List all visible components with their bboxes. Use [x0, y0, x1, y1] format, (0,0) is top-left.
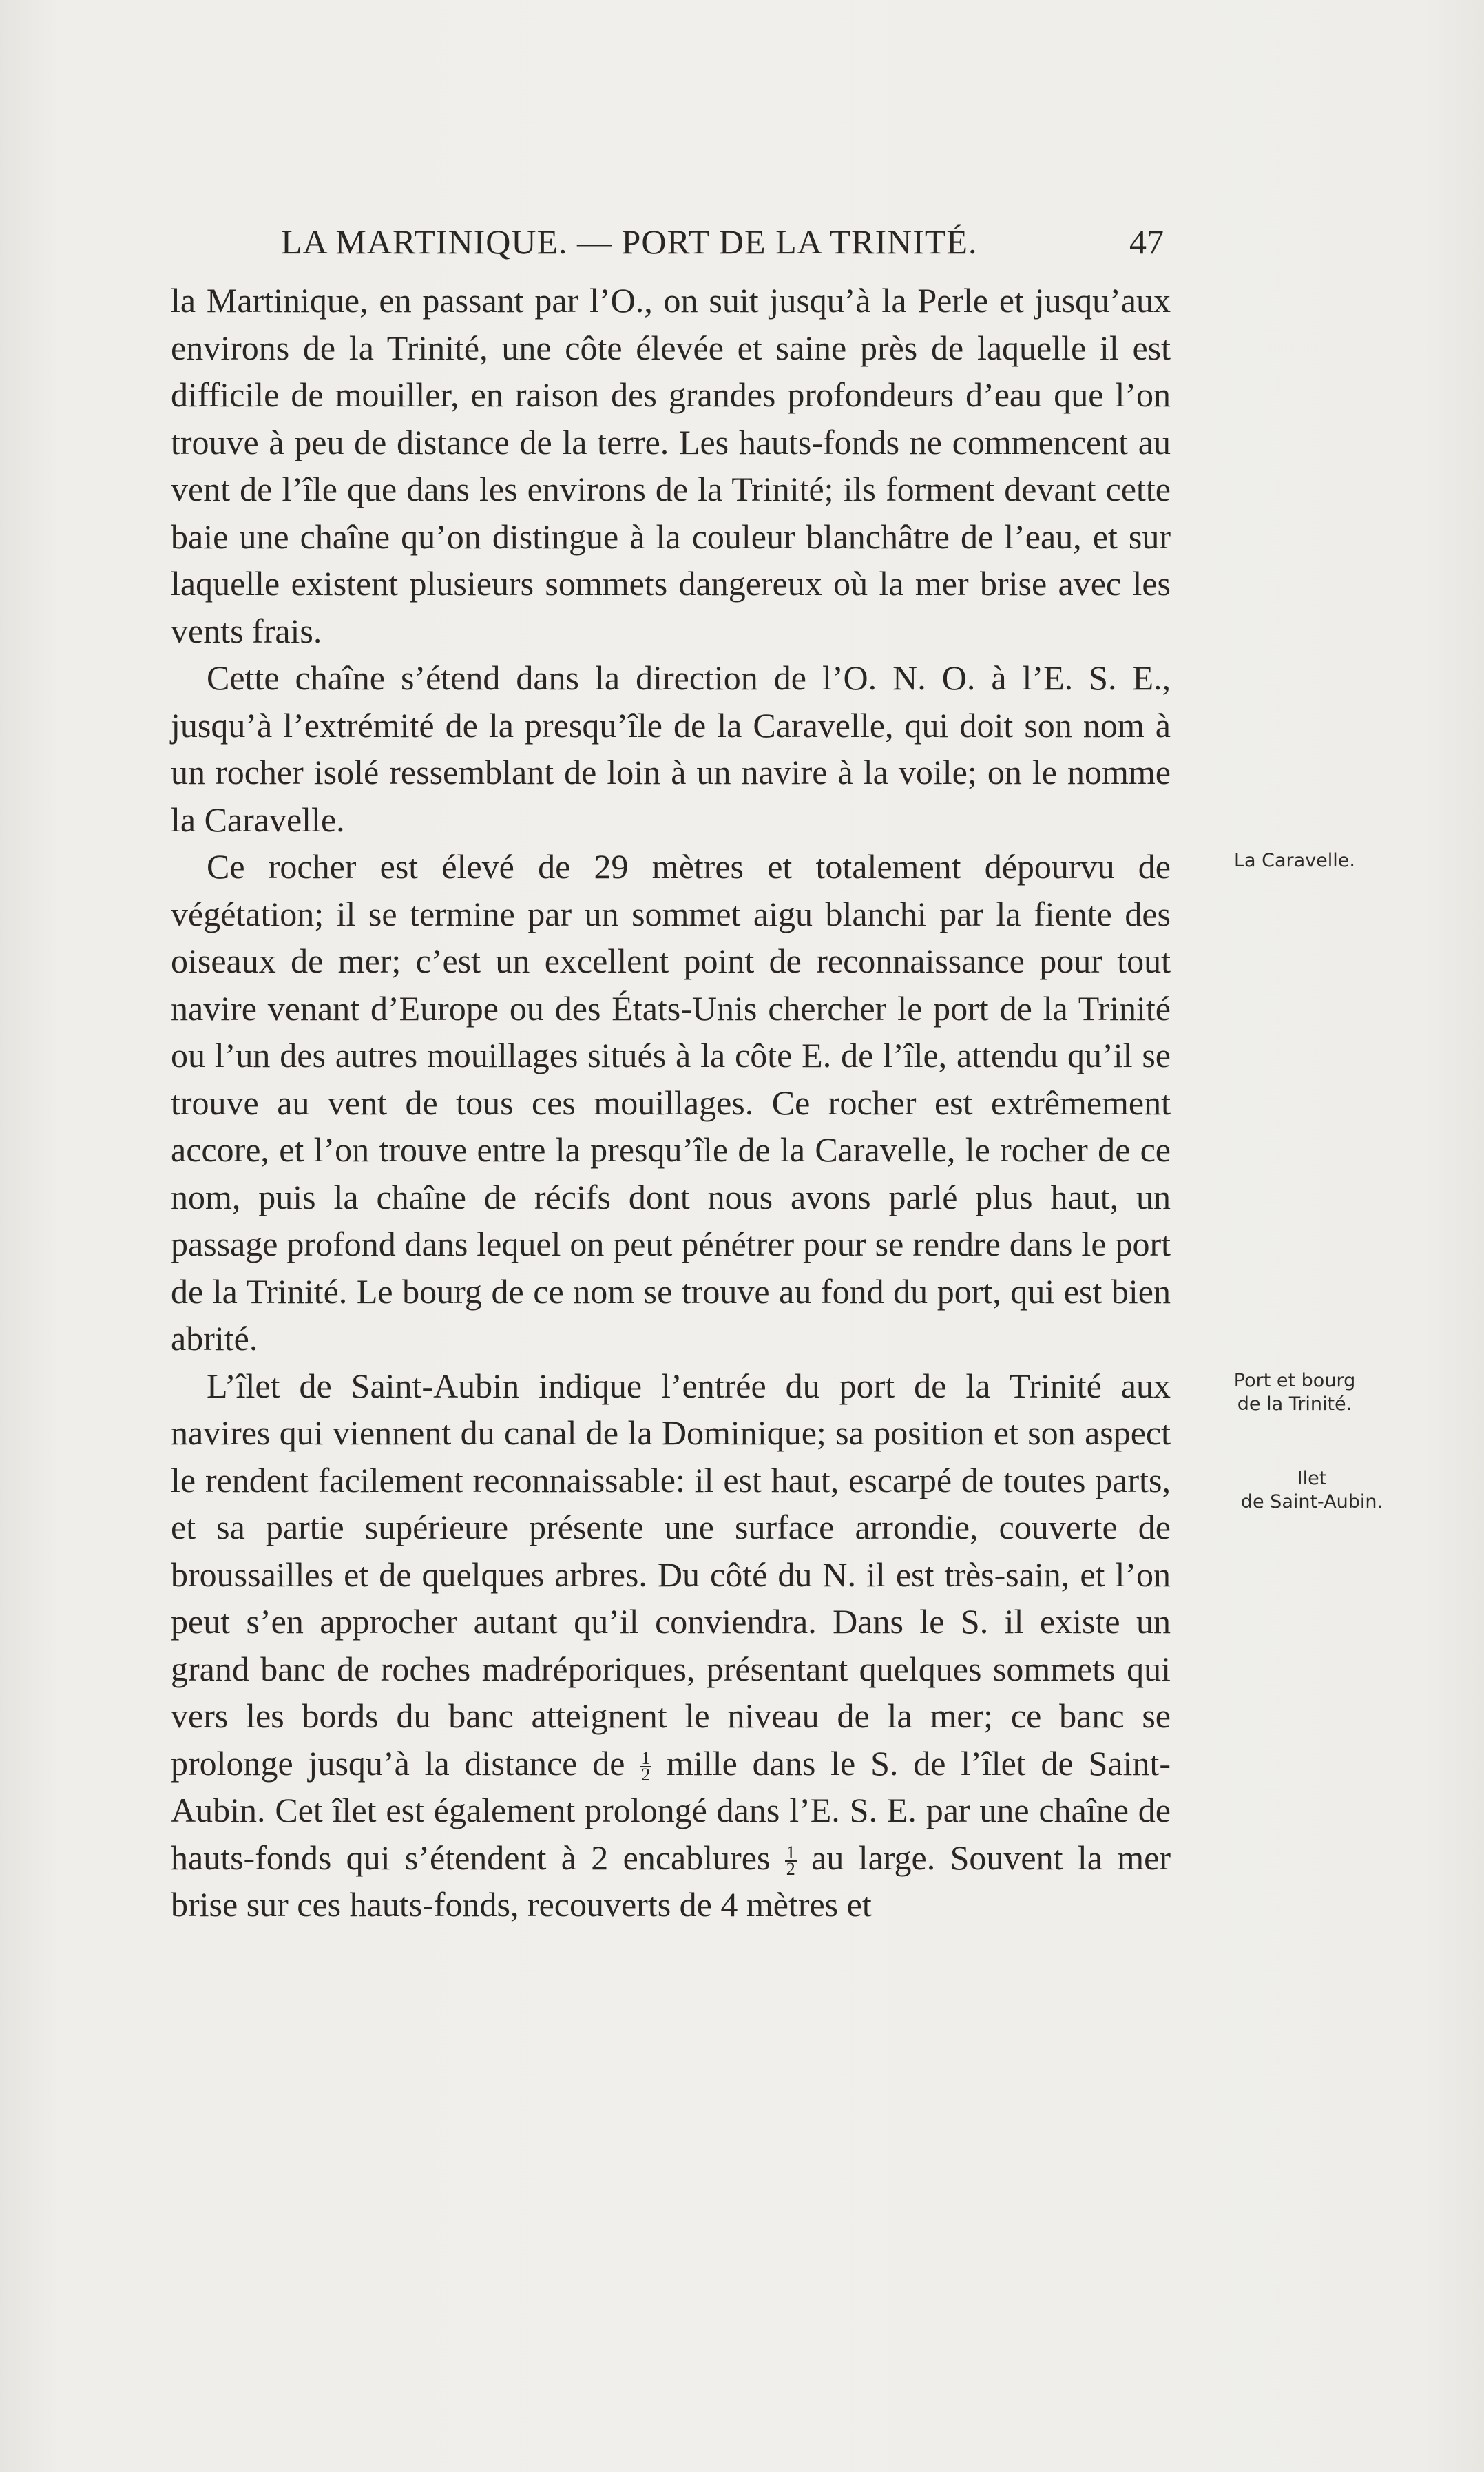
paragraph-2: Cette chaîne s’étend dans la direction de l’O. N. O. à l’E. S. E., jusqu’à l’extrémité de la presqu’île de la Caravelle, qui doit son nom à un rocher isolé ressemblant de loin à un navire à la voile; on le nomme la Caravelle. [171, 658, 1171, 839]
paragraph-4-part-1: L’îlet de Saint-Aubin indique l’entrée du port de la Trinité aux navires qui viennent du canal de la Dominique; sa position et son aspect le rendent facilement reconnaissable: il est haut, escarpé de toutes parts, et sa partie supérieure présente une surface arrondie, couverte de broussailles et de quelques arbres. Du côté du N. il est très-sain, et l’on peut s’en approcher autant qu’il conviendra. Dans le S. il existe un grand banc de roches madréporiques, présentant quelques sommets qui vers les bords du banc atteignent le niveau de la mer; ce banc se prolonge jusqu’à la distance de [171, 1366, 1171, 1783]
fraction-denominator: 2 [641, 1765, 651, 1785]
paragraph-4-part-2: mille dans le S. de l’îlet de Saint-Aubin. Cet îlet est également prolongé dans l’E. S. E. par une chaîne de hauts-fonds qui s’étendent à 2 encablures [171, 1743, 1171, 1877]
fraction-numerator-2: 1 [786, 1842, 795, 1863]
margin-note-caravelle: La Caravelle. [1233, 850, 1355, 871]
paragraph-4-part-3: au large. Souvent la mer brise sur ces hauts-fonds, recouverts de 4 mètres et [171, 1838, 1171, 1924]
margin-note-port-line-2: de la Trinité. [1237, 1393, 1352, 1415]
page-number: 47 [1129, 222, 1164, 261]
paragraph-4 [171, 1362, 1171, 1929]
fraction-numerator: 1 [641, 1748, 651, 1769]
paragraph-1: la Martinique, en passant par l’O., on suit jusqu’à la Perle et jusqu’aux environs de la Trinité, une côte élevée et saine près de laquelle il est difficile de mouiller, en raison des grandes profondeurs d’eau que l’on trouve à peu de distance de la terre. Les hauts-fonds ne commencent au vent de l’île que dans les environs de la Trinité; ils forment devant cette baie une chaîne qu’on distingue à la couleur blanchâtre de l’eau, et sur laquelle existent plusieurs sommets dangereux où la mer brise avec les vents frais. [171, 281, 1171, 650]
margin-note-ilet-line-1: Ilet [1297, 1468, 1327, 1489]
fraction-half-2 [785, 1842, 797, 1880]
margin-note-ilet-line-2: de Saint-Aubin. [1240, 1491, 1383, 1513]
paragraph-3: Ce rocher est élevé de 29 mètres et totalement dépourvu de végétation; il se termine par un sommet aigu blanchi par la fiente des oiseaux de mer; c’est un excellent point de reconnaissance pour tout navire venant d’Europe ou des États-Unis chercher le port de la Trinité ou l’un des autres mouillages situés à la côte E. de l’île, attendu qu’il se trouve au vent de tous ces mouillages. Ce rocher est extrêmement accore, et l’on trouve entre la presqu’île de la Caravelle, le rocher de ce nom, puis la chaîne de récifs dont nous avons parlé plus haut, un passage profond dans lequel on peut pénétrer pour se rendre dans le port de la Trinité. Le bourg de ce nom se trouve au fond du port, qui est bien abrité. [171, 847, 1171, 1358]
margin-note-ilet-saint-aubin [1229, 1467, 1394, 1514]
fraction-half [640, 1748, 651, 1785]
margin-note-port-trinite [1215, 1369, 1374, 1416]
margin-note-port-line-1: Port et bourg [1233, 1370, 1356, 1391]
page-header [171, 222, 1171, 270]
running-title: LA MARTINIQUE. — PORT DE LA TRINITÉ. [281, 222, 978, 261]
body-text [171, 277, 1171, 1929]
fraction-denominator-2: 2 [786, 1859, 795, 1880]
